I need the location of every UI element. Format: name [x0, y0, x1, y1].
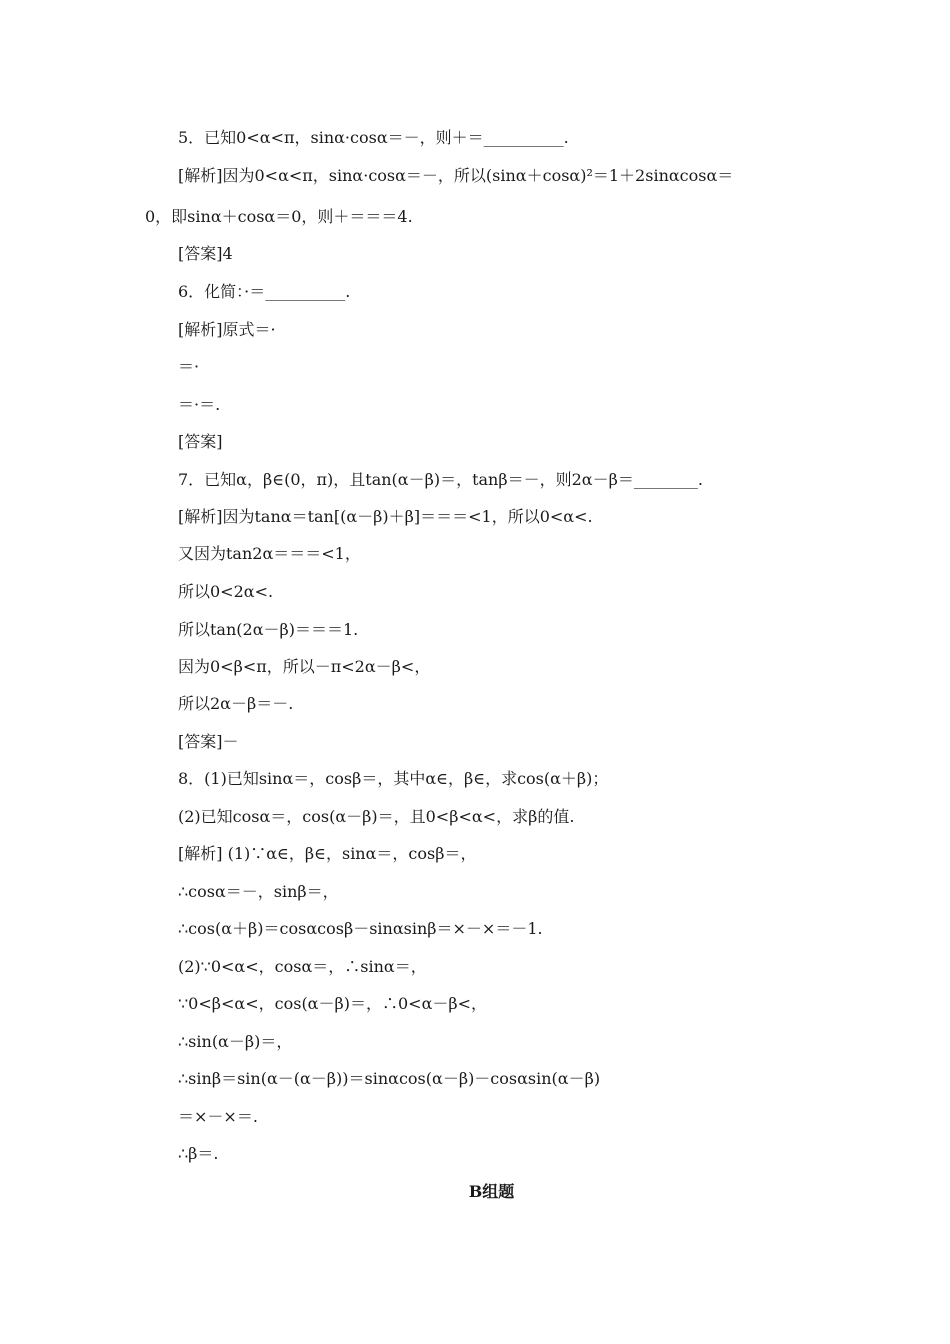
q5-analysis-line-1: [解析]因为0<α<π，sinα·cosα＝－，所以(sinα＋cosα)²＝1＋2sinαcosα＝: [178, 166, 734, 185]
q8-analysis-line-1: [解析] (1)∵α∈，β∈，sinα＝，cosβ＝，: [178, 844, 477, 863]
q8-analysis-line-5: ∵0<β<α<，cos(α－β)＝，∴0<α－β<，: [178, 994, 488, 1013]
q8-analysis-line-9: ∴β＝.: [178, 1144, 219, 1163]
q8-analysis-line-7: ∴sinβ＝sin(α－(α－β))＝sinαcos(α－β)－cosαsin(α－β): [178, 1069, 601, 1088]
q8-analysis-line-2: ∴cosα＝－，sinβ＝，: [178, 882, 339, 901]
q7-question: 7．已知α，β∈(0，π)，且tan(α－β)＝，tanβ＝－，则2α－β＝________.: [178, 470, 703, 489]
q6-analysis-line-2: ＝·: [178, 357, 200, 376]
q7-analysis-line-5: 因为0<β<π，所以－π<2α－β<，: [178, 657, 431, 676]
q6-analysis-line-1: [解析]原式＝·: [178, 320, 276, 339]
q7-analysis-line-1: [解析]因为tanα＝tan[(α－β)＋β]＝＝＝<1，所以0<α<.: [178, 507, 593, 526]
q7-analysis-line-3: 所以0<2α<.: [178, 582, 274, 601]
q5-analysis-line-2: 0，即sinα＋cosα＝0，则＋＝＝＝4.: [145, 207, 413, 226]
q5-answer: [答案]4: [178, 244, 233, 263]
q8-analysis-line-4: (2)∵0<α<，cosα＝，∴sinα＝，: [178, 957, 427, 976]
q8-analysis-line-8: ＝×－×＝.: [178, 1107, 258, 1126]
q8-question-line-2: (2)已知cosα＝，cos(α－β)＝，且0<β<α<，求β的值.: [178, 807, 575, 826]
q5-question: 5．已知0<α<π，sinα·cosα＝－，则＋＝__________.: [178, 128, 569, 147]
q7-analysis-line-6: 所以2α－β＝－.: [178, 694, 294, 713]
q6-answer: [答案]: [178, 432, 223, 451]
section-heading: B组题: [468, 1182, 515, 1201]
q6-analysis-line-3: ＝·＝.: [178, 395, 221, 414]
q7-analysis-line-2: 又因为tan2α＝＝＝<1，: [178, 544, 361, 563]
q8-question-line-1: 8．(1)已知sinα＝，cosβ＝，其中α∈，β∈，求cos(α＋β)；: [178, 769, 609, 788]
q7-analysis-line-4: 所以tan(2α－β)＝＝＝1.: [178, 620, 359, 639]
q6-question: 6．化简：·＝__________.: [178, 282, 351, 301]
q7-answer: [答案]－: [178, 732, 239, 751]
q8-analysis-line-3: ∴cos(α＋β)＝cosαcosβ－sinαsinβ＝×－×＝－1.: [178, 919, 543, 938]
q8-analysis-line-6: ∴sin(α－β)＝，: [178, 1032, 293, 1051]
